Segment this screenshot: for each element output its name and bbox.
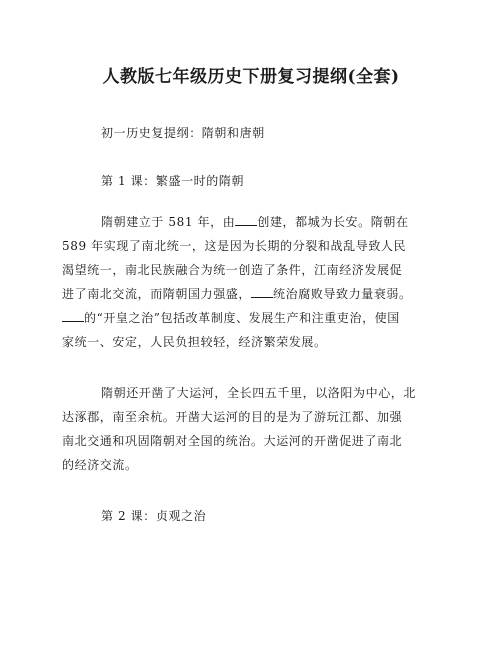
para2-line-4: 的经济交流。: [62, 458, 138, 472]
para1-line-5-text: 的“开皇之治”包括改革制度、发展生产和注重吏治，使国: [84, 311, 400, 325]
fill-blank: [62, 310, 84, 322]
para2-line-3: 南北交通和巩固隋朝对全国的统治。大运河的开凿促进了南北: [62, 434, 403, 448]
para2-line-1: 隋朝还开凿了大运河，全长四五千里，以洛阳为中心，北: [101, 386, 417, 400]
lesson-1-heading: 第 1 课：繁盛一时的隋朝: [101, 174, 245, 188]
para1-line-2: [62, 237, 406, 254]
para1-line-1-text-a: 隋朝建立于 581 年，由: [101, 215, 236, 229]
fill-blank: [251, 286, 273, 298]
document-title: 人教版七年级历史下册复习提纲(全套): [102, 67, 400, 87]
para1-line-3-text: 渴望统一，南北民族融合为统一创造了条件，江南经济发展促: [62, 263, 403, 277]
para1-line-5: [62, 309, 400, 326]
para1-line-4-text-b: 统治腐败导致力量衰弱。: [273, 287, 412, 301]
subtitle: 初一历史复提纲：隋朝和唐朝: [101, 126, 265, 140]
para1-line-1-text-b: 创建，都城为长安。隋朝在: [257, 215, 409, 229]
fill-blank: [235, 214, 257, 226]
para1-line-3: [62, 261, 402, 278]
para1-line-2-text: 589 年实现了南北统一，这是因为长期的分裂和战乱导致人民: [62, 239, 407, 253]
para1-line-4-text-a: 进了南北交流，而隋朝国力强盛，: [62, 287, 252, 301]
para1-line-1: [101, 213, 409, 230]
lesson-2-heading: 第 2 课：贞观之治: [101, 509, 207, 523]
para1-line-6-text: 家统一、安定，人民负担较轻，经济繁荣发展。: [62, 335, 327, 349]
para2-line-2: 达涿郡，南至余杭。开凿大运河的目的是为了游玩江都、加强: [62, 410, 403, 424]
para1-line-4: [62, 285, 412, 302]
para1-line-6: [62, 333, 327, 350]
